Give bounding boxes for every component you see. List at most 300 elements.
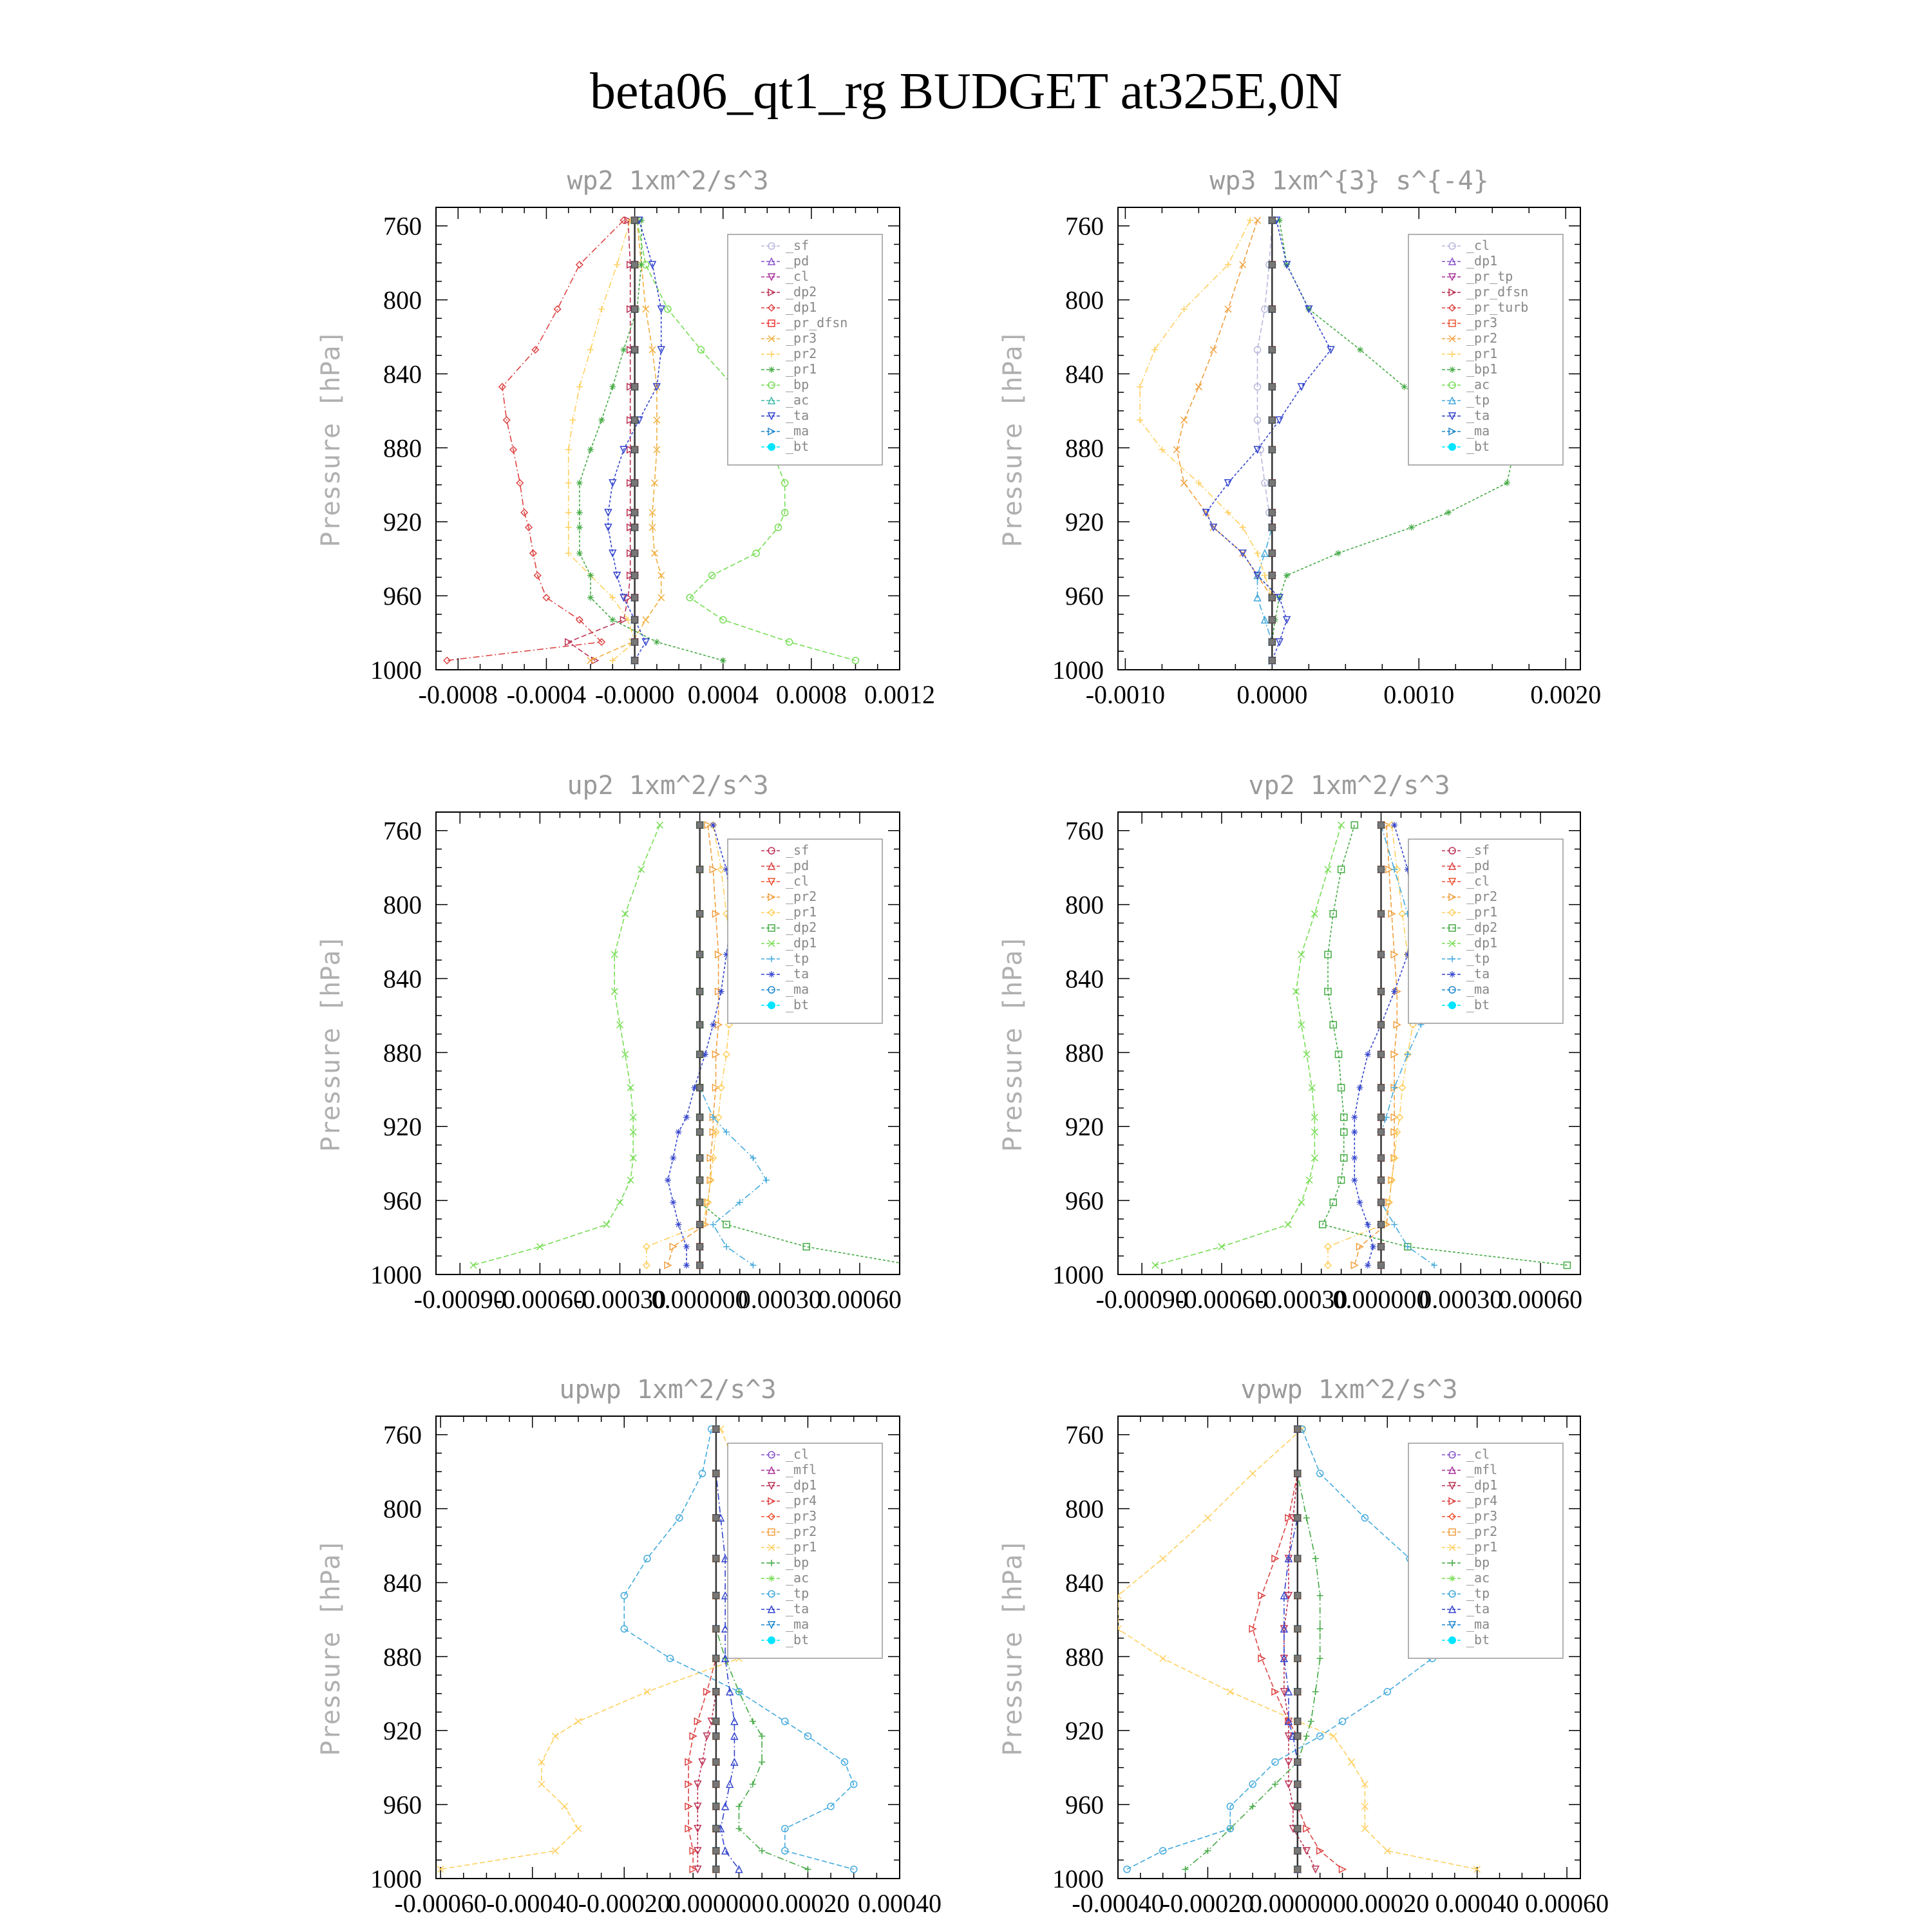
- y-axis-label: Pressure [hPa]: [316, 1539, 346, 1756]
- data-point: [750, 1781, 756, 1788]
- data-point: [1249, 1625, 1256, 1632]
- legend-entry: _ta: [786, 408, 810, 423]
- series-line-pr2: [668, 825, 719, 1265]
- data-point: [1298, 384, 1305, 390]
- series-markers-pr2: [1173, 217, 1275, 664]
- legend-entry: _bt: [1466, 439, 1490, 454]
- legend-entry: _bp: [1466, 1555, 1490, 1570]
- data-point: [587, 346, 594, 353]
- series-line-pr1: [647, 825, 732, 1265]
- data-point: [1348, 1759, 1354, 1765]
- x-tick-label: -0.0008: [418, 680, 498, 709]
- data-point: [1312, 1555, 1319, 1562]
- data-point: [1269, 509, 1275, 516]
- data-point: [697, 1155, 703, 1161]
- legend-entry: _pr2: [786, 889, 817, 904]
- data-point: [1308, 1718, 1314, 1725]
- data-point: [1269, 384, 1275, 390]
- data-point: [1294, 1866, 1301, 1873]
- data-point: [759, 1733, 765, 1739]
- series-line-dp1: [473, 825, 660, 1265]
- legend-entry: _tp: [1466, 951, 1490, 966]
- data-point: [697, 951, 703, 958]
- y-tick-label: 760: [1065, 816, 1104, 846]
- data-point: [697, 911, 703, 917]
- data-point: [587, 446, 594, 453]
- x-tick-label: -0.00020: [1161, 1889, 1255, 1918]
- data-point: [1294, 1848, 1301, 1854]
- data-point: [1378, 1021, 1385, 1028]
- data-point: [713, 1689, 719, 1695]
- x-tick-label: 0.00030: [737, 1285, 822, 1314]
- data-point: [910, 1262, 916, 1269]
- data-point: [1269, 480, 1275, 486]
- data-point: [1391, 989, 1397, 995]
- x-tick-label: 0.000000: [667, 1889, 764, 1918]
- data-point: [644, 1689, 650, 1695]
- data-point: [713, 1803, 719, 1810]
- data-point: [1249, 1470, 1256, 1477]
- legend-marker: [768, 1001, 775, 1009]
- data-point: [632, 639, 638, 645]
- legend-entry: _pr_tp: [1466, 269, 1513, 284]
- data-point: [1378, 1244, 1385, 1250]
- data-point: [676, 1129, 682, 1135]
- data-point: [651, 550, 658, 556]
- legend-entry: _pr1: [786, 361, 817, 377]
- data-point: [603, 1221, 610, 1227]
- data-point: [562, 1803, 568, 1810]
- data-point: [1351, 1129, 1358, 1135]
- data-point: [697, 1244, 703, 1250]
- data-point: [1294, 1825, 1301, 1832]
- legend-entry: _ma: [786, 423, 810, 439]
- legend-entry: _ta: [1466, 1601, 1490, 1616]
- data-point: [697, 1051, 703, 1057]
- legend-entry: _dp1: [786, 299, 817, 315]
- data-point: [697, 866, 703, 873]
- legend-entry: _ta: [1466, 966, 1490, 981]
- data-point: [1330, 1199, 1336, 1206]
- data-point: [1240, 261, 1246, 268]
- y-tick-label: 800: [383, 890, 422, 920]
- data-point: [1391, 822, 1397, 828]
- y-tick-label: 1000: [1052, 656, 1104, 685]
- data-point: [1160, 1555, 1166, 1562]
- legend-entry: _pr_turb: [1466, 299, 1529, 315]
- data-point: [632, 417, 638, 423]
- series-markers-pr1: [576, 217, 726, 664]
- data-point: [697, 822, 703, 828]
- data-point: [735, 1803, 742, 1810]
- data-point: [1303, 1515, 1310, 1521]
- panel-title: up2 1xm^2/s^3: [567, 771, 769, 800]
- x-tick-label: 0.000000: [651, 1285, 748, 1314]
- x-tick-label: -0.0010: [1085, 680, 1166, 709]
- data-point: [697, 1114, 703, 1121]
- data-point: [576, 384, 583, 390]
- data-point: [1340, 1718, 1346, 1725]
- data-point: [697, 1199, 703, 1206]
- data-point: [1405, 1244, 1411, 1250]
- data-point: [713, 1593, 719, 1599]
- data-point: [632, 550, 638, 556]
- data-point: [1152, 1262, 1159, 1269]
- panel-6: [998, 1375, 1609, 1918]
- panel-5: [316, 1375, 942, 1918]
- data-point: [1303, 1848, 1310, 1854]
- y-tick-label: 800: [1065, 1494, 1104, 1524]
- data-point: [1370, 1244, 1376, 1250]
- series-markers-pr1: [1325, 822, 1416, 1269]
- legend-marker: [1448, 443, 1456, 451]
- data-point: [565, 524, 572, 531]
- y-tick-label: 840: [1065, 1568, 1104, 1598]
- data-point: [670, 1155, 676, 1161]
- y-tick-label: 800: [1065, 890, 1104, 920]
- x-tick-label: -0.00090: [413, 1285, 506, 1314]
- data-point: [632, 594, 638, 601]
- legend-entry: _pr_dfsn: [786, 315, 848, 330]
- series-line-pr1: [1140, 220, 1272, 661]
- data-point: [621, 1625, 627, 1632]
- legend-entry: _ma: [1466, 1616, 1490, 1632]
- y-tick-label: 920: [1065, 507, 1104, 537]
- data-point: [576, 524, 583, 531]
- y-tick-label: 960: [1065, 1186, 1104, 1216]
- legend-entry: _pr3: [786, 330, 817, 346]
- legend-marker: [768, 971, 775, 978]
- data-point: [1204, 1515, 1211, 1521]
- data-point: [851, 1866, 857, 1873]
- data-point: [726, 1781, 733, 1788]
- data-point: [759, 1759, 765, 1765]
- legend-marker: [1448, 1001, 1456, 1009]
- data-point: [587, 573, 594, 579]
- series-markers-dp1: [1152, 822, 1345, 1269]
- data-point: [565, 446, 572, 453]
- legend-entry: _tp: [1466, 392, 1490, 408]
- legend-entry: _ac: [1466, 377, 1490, 392]
- data-point: [1391, 1221, 1397, 1227]
- series-markers-pr1: [643, 822, 735, 1269]
- legend-marker: [1449, 971, 1455, 978]
- legend-entry: _ta: [786, 966, 810, 981]
- legend-entry: _dp2: [786, 284, 817, 299]
- data-point: [1269, 658, 1275, 664]
- data-point: [1331, 1733, 1337, 1739]
- data-point: [632, 261, 638, 268]
- legend-entry: _dp1: [1466, 935, 1498, 951]
- data-point: [1378, 911, 1385, 917]
- data-point: [1294, 1781, 1301, 1788]
- data-point: [713, 1825, 719, 1832]
- data-point: [536, 1244, 543, 1250]
- data-point: [1255, 217, 1261, 223]
- panels: [316, 166, 1609, 1918]
- x-tick-label: -0.0004: [506, 680, 587, 709]
- data-point: [632, 446, 638, 453]
- data-point: [470, 1262, 477, 1269]
- legend-entry: _cl: [786, 873, 810, 889]
- x-tick-label: 0.00060: [1499, 1285, 1583, 1314]
- data-point: [570, 417, 576, 423]
- data-point: [1137, 384, 1143, 390]
- data-point: [575, 1825, 582, 1832]
- data-point: [697, 1262, 703, 1269]
- data-point: [720, 658, 726, 664]
- data-point: [1357, 346, 1363, 353]
- y-tick-label: 840: [383, 964, 422, 994]
- data-point: [575, 1718, 582, 1725]
- data-point: [1195, 384, 1202, 390]
- x-tick-label: 0.000000: [1249, 1889, 1346, 1918]
- data-point: [713, 1759, 719, 1765]
- legend-entry: _bp: [786, 1555, 810, 1570]
- data-point: [1269, 639, 1275, 645]
- data-point: [598, 417, 605, 423]
- y-axis-label: Pressure [hPa]: [998, 330, 1028, 547]
- legend-entry: _sf: [786, 842, 810, 858]
- x-tick-label: 0.00030: [1419, 1285, 1503, 1314]
- y-tick-label: 960: [383, 1790, 422, 1820]
- data-point: [1294, 1470, 1301, 1477]
- x-tick-label: -0.00030: [573, 1285, 667, 1314]
- data-point: [1357, 1199, 1363, 1206]
- y-tick-label: 880: [1065, 1642, 1104, 1672]
- y-tick-label: 960: [1065, 582, 1104, 611]
- y-tick-label: 1000: [370, 1260, 422, 1289]
- series-markers-dp2: [565, 217, 634, 664]
- data-point: [713, 1625, 719, 1632]
- y-tick-label: 840: [1065, 964, 1104, 994]
- data-point: [1504, 480, 1510, 486]
- legend-entry: _dp1: [786, 1477, 817, 1493]
- data-point: [665, 1177, 671, 1184]
- panel-title: wp3 1xm^{3} s^{-4}: [1209, 166, 1489, 196]
- data-point: [565, 509, 572, 516]
- data-point: [697, 1221, 703, 1227]
- data-point: [1378, 1051, 1385, 1057]
- data-point: [1351, 1155, 1358, 1161]
- data-point: [1225, 306, 1231, 312]
- x-tick-label: 0.00020: [766, 1889, 850, 1918]
- data-point: [713, 1718, 719, 1725]
- data-point: [1247, 217, 1253, 223]
- legend-entry: _ac: [786, 1570, 810, 1586]
- panel-title: vp2 1xm^2/s^3: [1248, 771, 1450, 800]
- data-point: [723, 1244, 730, 1250]
- series-markers-bp: [1182, 1426, 1323, 1873]
- data-point: [713, 1655, 719, 1662]
- legend-entry: _tp: [1466, 1586, 1490, 1601]
- data-point: [1294, 1593, 1301, 1599]
- data-point: [1317, 1655, 1323, 1662]
- data-point: [763, 1177, 770, 1184]
- data-point: [632, 306, 638, 312]
- series-markers-dp1: [444, 217, 627, 664]
- legend-entry: _pr1: [1466, 346, 1498, 361]
- x-tick-label: -0.00060: [493, 1285, 587, 1314]
- data-point: [620, 346, 627, 353]
- data-point: [713, 1515, 719, 1521]
- data-point: [1294, 1718, 1301, 1725]
- y-tick-label: 1000: [1052, 1864, 1104, 1893]
- data-point: [1294, 1555, 1301, 1562]
- data-point: [1269, 550, 1275, 556]
- data-point: [1378, 989, 1385, 995]
- legend-entry: _pr2: [1466, 1524, 1498, 1539]
- y-tick-label: 920: [383, 1112, 422, 1142]
- y-tick-label: 960: [1065, 1790, 1104, 1820]
- y-tick-label: 920: [1065, 1716, 1104, 1746]
- legend-entry: _tp: [786, 951, 810, 966]
- data-point: [627, 1177, 634, 1184]
- data-point: [1294, 1689, 1301, 1695]
- data-point: [576, 261, 583, 268]
- data-point: [710, 1021, 716, 1028]
- x-tick-label: 0.00040: [1435, 1889, 1519, 1918]
- data-point: [1258, 1655, 1265, 1662]
- data-point: [1378, 1262, 1385, 1269]
- data-point: [1335, 550, 1341, 556]
- legend-entry: _dp1: [1466, 253, 1498, 269]
- legend-entry: _pr_dfsn: [1466, 284, 1529, 299]
- data-point: [1378, 1221, 1385, 1227]
- data-point: [1298, 1199, 1305, 1206]
- series-line-pr1: [580, 220, 723, 661]
- legend-entry: _mfl: [786, 1462, 817, 1477]
- data-point: [1269, 524, 1275, 531]
- data-point: [1365, 1051, 1371, 1057]
- data-point: [1378, 951, 1385, 958]
- data-point: [587, 594, 594, 601]
- data-point: [1303, 1733, 1310, 1739]
- data-point: [657, 822, 663, 828]
- data-point: [683, 1262, 690, 1269]
- x-tick-label: 0.0004: [687, 680, 759, 709]
- data-point: [713, 1866, 719, 1873]
- data-point: [632, 509, 638, 516]
- legend-entry: _bt: [786, 997, 810, 1012]
- data-point: [654, 639, 660, 645]
- data-point: [576, 480, 583, 486]
- y-tick-label: 960: [383, 1186, 422, 1216]
- y-tick-label: 760: [383, 1420, 422, 1450]
- data-point: [1317, 1625, 1323, 1632]
- data-point: [1173, 446, 1180, 453]
- data-point: [683, 1244, 690, 1250]
- data-point: [1365, 1221, 1371, 1227]
- data-point: [632, 384, 638, 390]
- data-point: [665, 1262, 671, 1269]
- x-tick-label: -0.00060: [394, 1889, 487, 1918]
- data-point: [1365, 1262, 1371, 1269]
- data-point: [1378, 1177, 1385, 1184]
- y-tick-label: 800: [383, 285, 422, 315]
- legend-marker: [1449, 1575, 1455, 1582]
- data-point: [670, 1244, 676, 1250]
- data-point: [713, 1555, 719, 1562]
- y-axis-label: Pressure [hPa]: [998, 1539, 1028, 1756]
- legend-entry: _tp: [786, 1586, 810, 1601]
- data-point: [643, 616, 649, 623]
- series-line-pr1: [1328, 825, 1413, 1265]
- data-point: [697, 1129, 703, 1135]
- data-point: [632, 573, 638, 579]
- y-tick-label: 760: [383, 211, 422, 241]
- data-point: [1445, 509, 1452, 516]
- legend-entry: _dp1: [786, 935, 817, 951]
- x-tick-label: 0.0020: [1530, 680, 1602, 709]
- data-point: [609, 616, 616, 623]
- data-point: [1294, 1655, 1301, 1662]
- data-point: [1262, 573, 1268, 579]
- data-point: [565, 480, 572, 486]
- data-point: [1227, 1689, 1233, 1695]
- data-point: [1255, 550, 1261, 556]
- data-point: [750, 1718, 756, 1725]
- data-point: [614, 261, 620, 268]
- y-tick-label: 840: [383, 1568, 422, 1598]
- data-point: [632, 217, 638, 223]
- data-point: [1405, 1051, 1411, 1057]
- data-point: [1378, 1129, 1385, 1135]
- data-point: [1294, 1803, 1301, 1810]
- x-tick-label: 0.00020: [1345, 1889, 1430, 1918]
- data-point: [1269, 616, 1275, 623]
- legend-entry: _dp2: [786, 920, 817, 935]
- legend-entry: _pr2: [786, 1524, 817, 1539]
- data-point: [632, 480, 638, 486]
- legend-entry: _pr1: [786, 904, 817, 920]
- data-point: [697, 1021, 703, 1028]
- data-point: [1294, 1733, 1301, 1739]
- data-point: [1408, 524, 1415, 531]
- data-point: [735, 1866, 742, 1873]
- panel-title: upwp 1xm^2/s^3: [559, 1375, 777, 1405]
- data-point: [1311, 911, 1318, 917]
- y-tick-label: 880: [383, 1038, 422, 1068]
- x-tick-label: -0.00060: [1175, 1285, 1268, 1314]
- data-point: [697, 1084, 703, 1091]
- data-point: [617, 1199, 623, 1206]
- legend-entry: _bt: [786, 439, 810, 454]
- data-point: [1294, 1759, 1301, 1765]
- data-point: [576, 550, 583, 556]
- legend-entry: _pr4: [1466, 1493, 1498, 1508]
- data-point: [598, 306, 605, 312]
- legend-marker: [768, 366, 775, 373]
- data-point: [1294, 1625, 1301, 1632]
- data-point: [638, 866, 645, 873]
- data-point: [1306, 1177, 1312, 1184]
- y-tick-label: 760: [383, 816, 422, 846]
- data-point: [552, 1733, 558, 1739]
- legend-entry: _pr3: [786, 1508, 817, 1524]
- y-tick-label: 920: [1065, 1112, 1104, 1142]
- data-point: [753, 550, 759, 556]
- y-tick-label: 1000: [1052, 1260, 1104, 1289]
- legend-marker: [768, 443, 775, 451]
- series-line-dp1: [1155, 825, 1341, 1265]
- data-point: [683, 1114, 690, 1121]
- data-point: [1378, 1155, 1385, 1161]
- y-tick-label: 1000: [370, 1864, 422, 1893]
- data-point: [1298, 951, 1305, 958]
- data-point: [1294, 1426, 1301, 1432]
- data-point: [632, 346, 638, 353]
